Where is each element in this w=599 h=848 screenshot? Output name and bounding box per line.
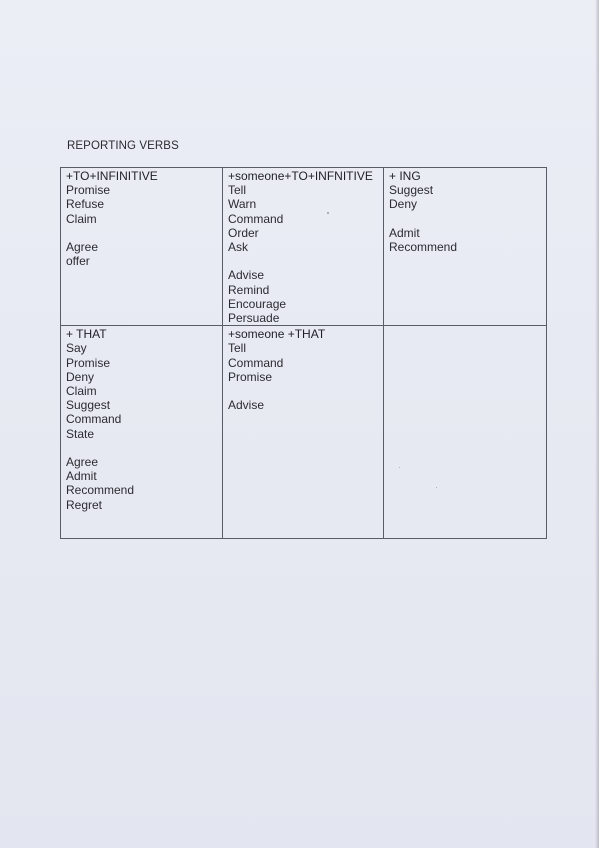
verb-item: offer bbox=[66, 254, 90, 269]
verb-item: Tell bbox=[228, 341, 247, 356]
verb-item: Refuse bbox=[66, 197, 105, 212]
verb-item: Command bbox=[66, 412, 122, 427]
verb-item: Deny bbox=[66, 369, 95, 384]
verb-item: Remind bbox=[228, 282, 270, 297]
group-gap bbox=[389, 212, 541, 226]
cell-someone-to-infinitive bbox=[223, 168, 384, 326]
cell-that bbox=[61, 326, 223, 539]
verb-item: State bbox=[66, 426, 95, 441]
verb-item: Advise bbox=[228, 268, 265, 283]
table-row bbox=[61, 326, 547, 539]
cell-header: +someone +THAT bbox=[228, 327, 326, 342]
group-gap bbox=[228, 254, 378, 268]
verb-item: Suggest bbox=[389, 183, 434, 198]
paper-speck bbox=[327, 212, 329, 214]
cell-ing bbox=[384, 168, 547, 326]
reporting-verbs-table bbox=[60, 167, 547, 539]
verb-item: Warn bbox=[228, 197, 257, 212]
verb-item: Promise bbox=[228, 369, 273, 384]
verb-item: Order bbox=[228, 225, 259, 240]
table-row bbox=[61, 168, 547, 326]
verb-item: Recommend bbox=[66, 483, 135, 498]
verb-item: Admit bbox=[66, 469, 97, 484]
verb-item: Promise bbox=[66, 355, 111, 370]
verb-item: Promise bbox=[66, 183, 111, 198]
verb-item: Deny bbox=[389, 197, 418, 212]
verb-item: Say bbox=[66, 341, 87, 356]
group-gap bbox=[66, 441, 217, 455]
verb-item: Ask bbox=[228, 240, 249, 255]
verb-item: Regret bbox=[66, 497, 103, 512]
cell-header: + ING bbox=[389, 169, 421, 183]
verb-item: Persuade bbox=[228, 311, 280, 326]
verb-item: Command bbox=[228, 355, 284, 370]
group-gap bbox=[228, 384, 378, 398]
verb-item: Command bbox=[228, 211, 284, 226]
verb-item: Recommend bbox=[389, 240, 458, 254]
cell-someone-that bbox=[223, 326, 384, 539]
verb-item: Advise bbox=[228, 398, 265, 413]
cell-to-infinitive bbox=[61, 168, 223, 326]
document-title: REPORTING VERBS bbox=[67, 140, 179, 152]
verb-item: Claim bbox=[66, 384, 97, 399]
verb-item: Agree bbox=[66, 455, 99, 470]
group-gap bbox=[66, 226, 217, 240]
cell-header: +someone+TO+INFNITIVE bbox=[228, 169, 373, 183]
verb-item: Admit bbox=[389, 225, 420, 240]
verb-item: Tell bbox=[228, 183, 247, 198]
page-edge bbox=[595, 0, 599, 848]
verb-item: Suggest bbox=[66, 398, 111, 413]
verb-item: Agree bbox=[66, 240, 99, 254]
verb-item: Encourage bbox=[228, 296, 287, 311]
cell-empty bbox=[384, 326, 547, 539]
verb-item: Claim bbox=[66, 211, 97, 226]
cell-header: +TO+INFINITIVE bbox=[66, 169, 158, 183]
cell-header: + THAT bbox=[66, 327, 107, 342]
paper-speck bbox=[436, 487, 437, 488]
paper-speck bbox=[399, 467, 400, 468]
